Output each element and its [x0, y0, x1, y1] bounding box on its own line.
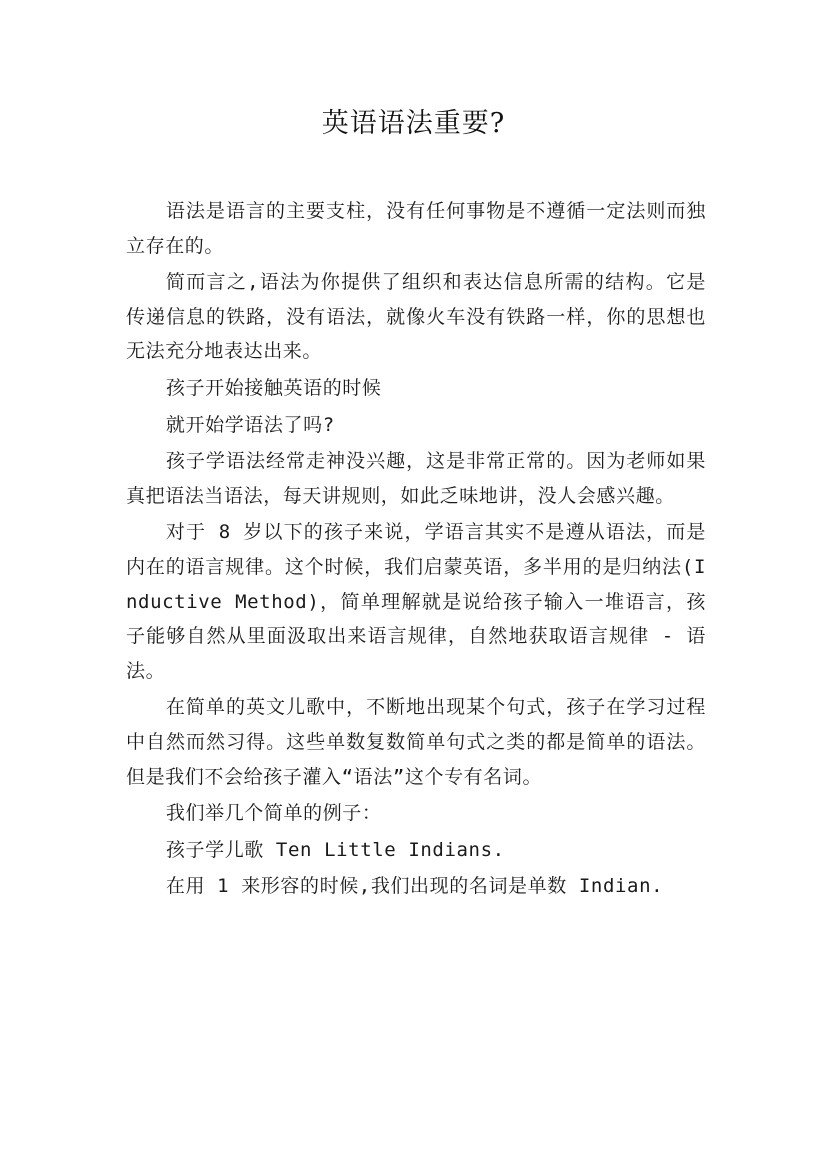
paragraph: 对于 8 岁以下的孩子来说，学语言其实不是遵从语法，而是内在的语言规律。这个时候，我们启蒙英语，多半用的是归纳法(Inductive Method)，简单理解就是说给孩子输入一堆语言，孩子能够自然从里面汲取出来语言规律，自然地获取语言规律 - 语法。 — [126, 521, 706, 682]
paragraph: 孩子学儿歌 Ten Little Indians. — [165, 838, 505, 861]
document-title: 英语语法重要? — [321, 108, 506, 139]
paragraph: 孩子学语法经常走神没兴趣，这是非常正常的。因为老师如果真把语法当语法，每天讲规则，如此乏味地讲，没人会感兴趣。 — [126, 450, 706, 507]
document-body — [126, 194, 706, 906]
paragraph: 孩子开始接触英语的时候 — [165, 376, 382, 399]
paragraph: 在简单的英文儿歌中，不断地出现某个句式，孩子在学习过程中自然而然习得。这些单数复数简单句式之类的都是简单的语法。但是我们不会给孩子灌入“语法”这个专有名词。 — [126, 696, 706, 788]
paragraph: 在用 1 来形容的时候,我们出现的名词是单数 Indian. — [165, 875, 664, 898]
paragraph: 我们举几个简单的例子： — [165, 802, 382, 825]
paragraph: 简而言之,语法为你提供了组织和表达信息所需的结构。它是传递信息的铁路，没有语法，就像火车没有铁路一样，你的思想也无法充分地表达出来。 — [126, 271, 706, 363]
paragraph: 语法是语言的主要支柱，没有任何事物是不遵循一定法则而独立存在的。 — [126, 200, 706, 257]
paragraph: 就开始学语法了吗? — [165, 413, 335, 436]
